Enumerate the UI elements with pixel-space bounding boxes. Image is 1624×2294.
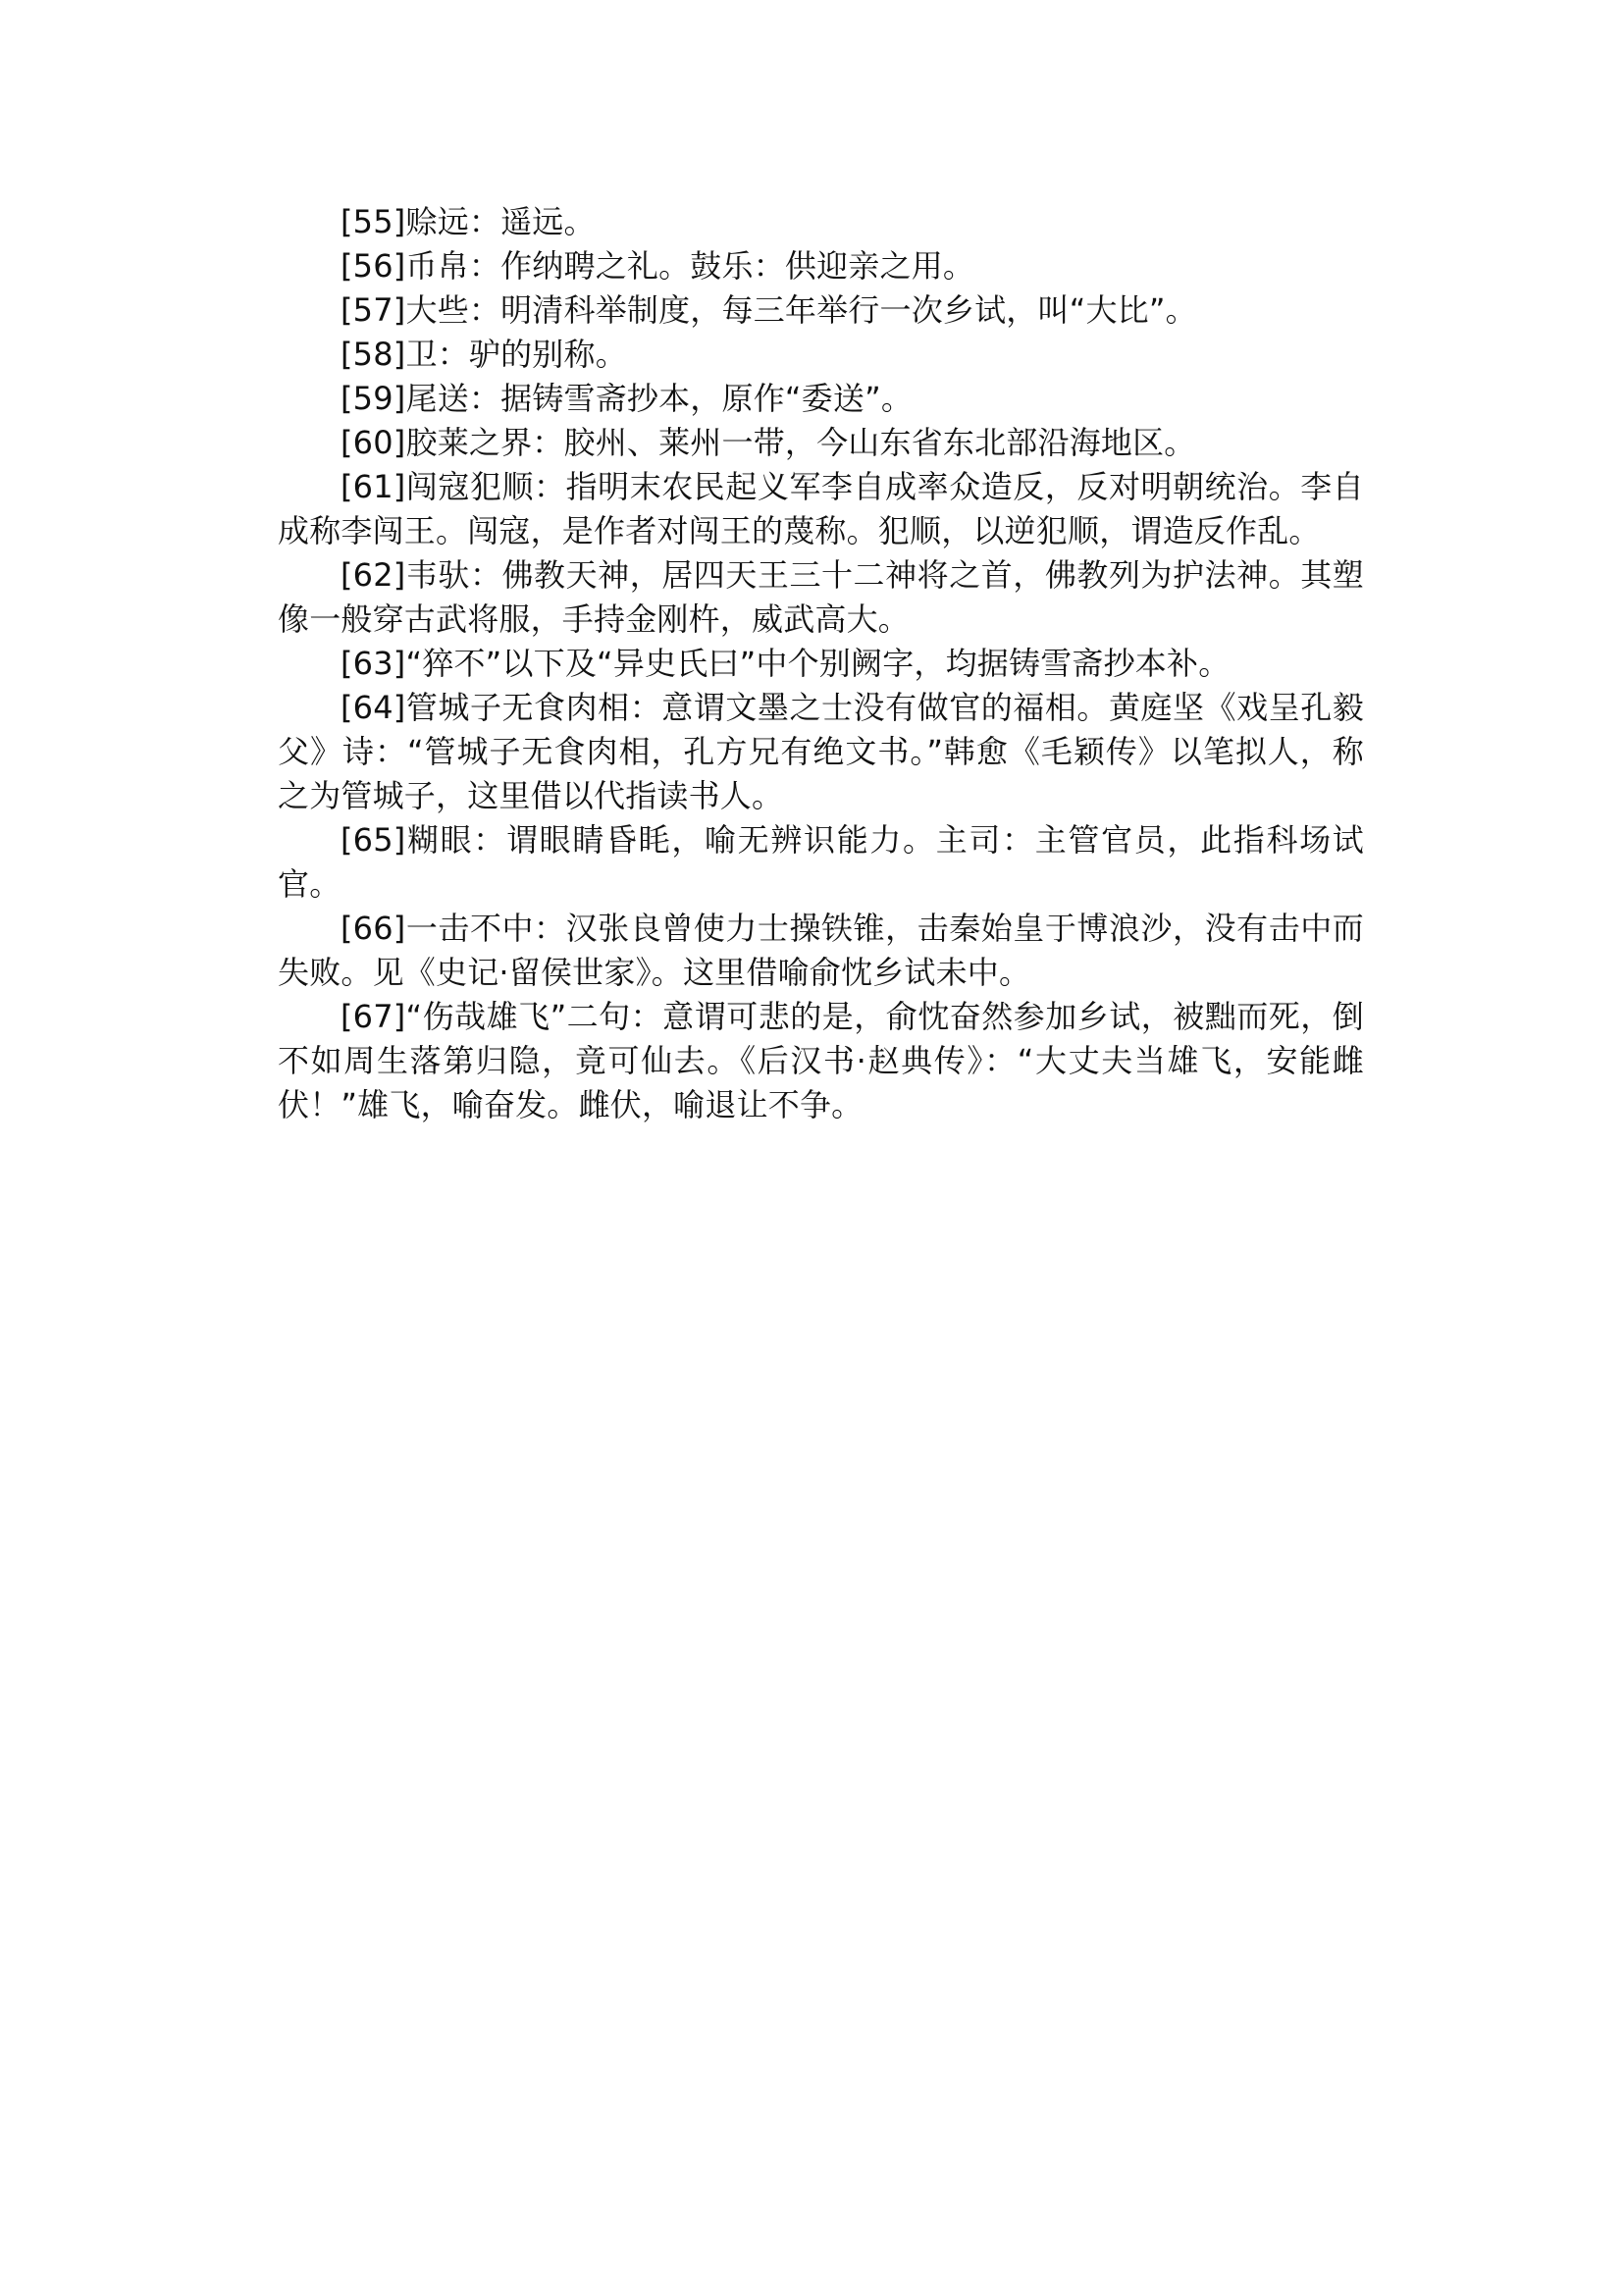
note-64: [64]管城子无食肉相：意谓文墨之士没有做官的福相。黄庭坚《戏呈孔毅父》诗：“管城子无食肉相，孔方兄有绝文书。”韩愈《毛颖传》以笔拟人，称之为管城子，这里借以代指读书人。 [278, 689, 1364, 814]
note-57: [57]大些：明清科举制度，每三年举行一次乡试，叫“大比”。 [341, 291, 1197, 329]
note-63: [63]“猝不”以下及“异史氏曰”中个别阙字，均据铸雪斋抄本补。 [341, 645, 1231, 682]
note-59: [59]尾送：据铸雪斋抄本，原作“委送”。 [341, 380, 914, 417]
note-61: [61]闯寇犯顺：指明末农民起义军李自成率众造反，反对明朝统治。李自成称李闯王。闯寇，是作者对闯王的蔑称。犯顺，以逆犯顺，谓造反作乱。 [278, 468, 1364, 549]
note-60: [60]胶莱之界：胶州、莱州一带，今山东省东北部沿海地区。 [341, 424, 1196, 461]
note-65: [65]糊眼：谓眼睛昏眊，喻无辨识能力。主司：主管官员，此指科场试官。 [278, 821, 1364, 903]
annotation-notes [278, 200, 1364, 1127]
note-56: [56]币帛：作纳聘之礼。鼓乐：供迎亲之用。 [341, 247, 975, 285]
note-62: [62]韦驮：佛教天神，居四天王三十二神将之首，佛教列为护法神。其塑像一般穿古武将服，手持金刚杵，威武高大。 [278, 556, 1364, 638]
note-58: [58]卫：驴的别称。 [341, 336, 627, 373]
note-55: [55]赊远：遥远。 [341, 203, 596, 240]
note-67: [67]“伤哉雄飞”二句：意谓可悲的是，俞忱奋然参加乡试，被黜而死，倒不如周生落第归隐，竟可仙去。《后汉书·赵典传》：“大丈夫当雄飞，安能雌伏！”雄飞，喻奋发。雌伏，喻退让不争。 [278, 998, 1364, 1123]
note-66: [66]一击不中：汉张良曾使力士操铁锥，击秦始皇于博浪沙，没有击中而失败。见《史记·留侯世家》。这里借喻俞忱乡试未中。 [278, 910, 1364, 991]
